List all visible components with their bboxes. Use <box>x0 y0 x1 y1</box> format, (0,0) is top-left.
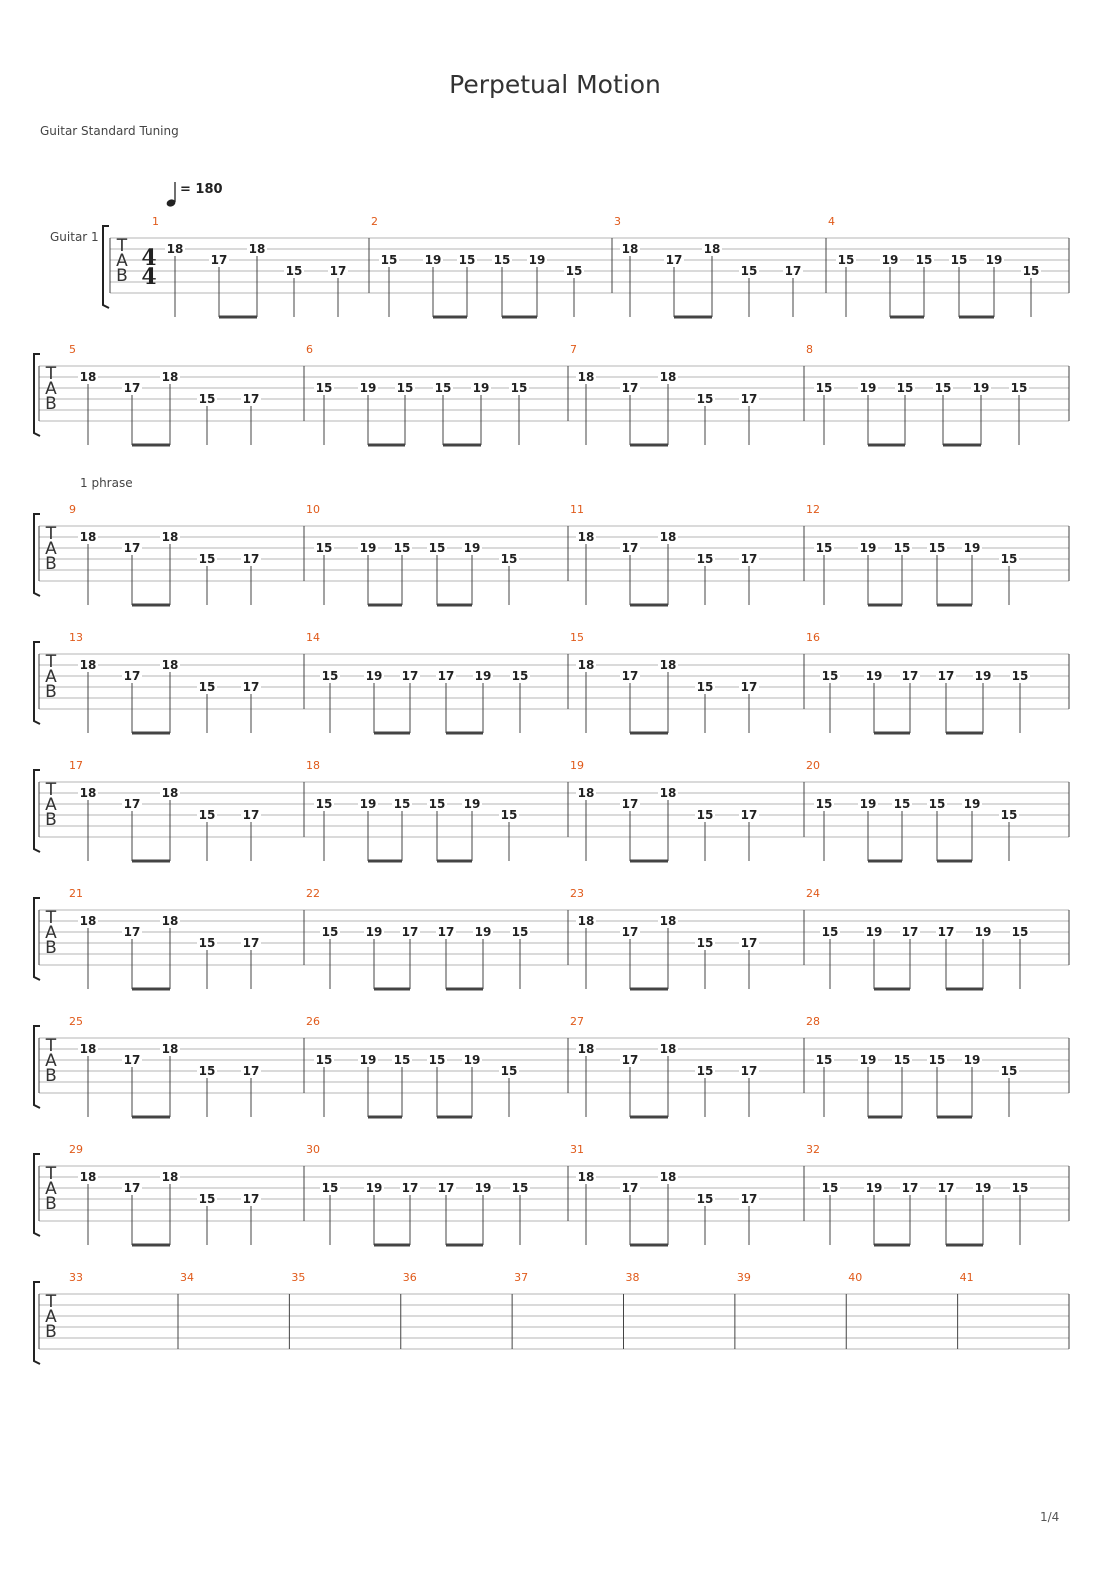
fret-number: 15 <box>198 1192 216 1206</box>
fret-number: 19 <box>365 925 383 939</box>
measure-number: 41 <box>959 1271 974 1284</box>
fret-number: 18 <box>659 1042 677 1056</box>
fret-number: 19 <box>865 925 883 939</box>
fret-number: 19 <box>865 1181 883 1195</box>
fret-number: 18 <box>577 370 595 384</box>
fret-number: 15 <box>696 680 714 694</box>
fret-number: 17 <box>901 1181 919 1195</box>
fret-number: 18 <box>79 786 97 800</box>
tab-clef-letter: B <box>45 1194 57 1214</box>
fret-number: 15 <box>696 808 714 822</box>
fret-number: 15 <box>815 381 833 395</box>
fret-number: 18 <box>79 370 97 384</box>
fret-number: 15 <box>198 552 216 566</box>
measure-number: 4 <box>828 215 835 228</box>
fret-number: 19 <box>963 541 981 555</box>
fret-number: 17 <box>210 253 228 267</box>
fret-number: 17 <box>621 541 639 555</box>
fret-number: 15 <box>198 936 216 950</box>
measure-number: 8 <box>806 343 813 356</box>
fret-number: 17 <box>437 925 455 939</box>
tab-clef-letter: T <box>45 1036 57 1056</box>
fret-number: 15 <box>893 541 911 555</box>
measure-number: 16 <box>806 631 820 644</box>
fret-number: 18 <box>577 530 595 544</box>
fret-number: 19 <box>859 541 877 555</box>
fret-number: 18 <box>577 1042 595 1056</box>
fret-number: 18 <box>659 786 677 800</box>
fret-number: 19 <box>424 253 442 267</box>
fret-number: 15 <box>934 381 952 395</box>
tab-clef-letter: B <box>45 810 57 830</box>
tab-clef-letter: A <box>45 667 57 687</box>
fret-number: 18 <box>577 658 595 672</box>
fret-number: 15 <box>198 392 216 406</box>
fret-number: 15 <box>696 1064 714 1078</box>
tab-clef-letter: A <box>45 379 57 399</box>
fret-number: 19 <box>859 797 877 811</box>
fret-number: 18 <box>161 1042 179 1056</box>
fret-number: 17 <box>437 1181 455 1195</box>
measure-number: 34 <box>180 1271 194 1284</box>
measure-number: 40 <box>848 1271 863 1284</box>
fret-number: 15 <box>1010 381 1028 395</box>
fret-number: 17 <box>242 552 260 566</box>
tab-clef-letter: A <box>45 1179 57 1199</box>
fret-number: 18 <box>161 914 179 928</box>
fret-number: 18 <box>161 786 179 800</box>
fret-number: 17 <box>621 1053 639 1067</box>
fret-number: 19 <box>974 669 992 683</box>
fret-number: 15 <box>565 264 583 278</box>
fret-number: 19 <box>972 381 990 395</box>
fret-number: 15 <box>493 253 511 267</box>
fret-number: 18 <box>659 658 677 672</box>
fret-number: 15 <box>434 381 452 395</box>
measure-number: 19 <box>570 759 584 772</box>
fret-number: 18 <box>248 242 266 256</box>
measure-number: 29 <box>69 1143 83 1156</box>
fret-number: 17 <box>401 669 419 683</box>
measure-number: 24 <box>806 887 820 900</box>
fret-number: 18 <box>577 914 595 928</box>
fret-number: 17 <box>665 253 683 267</box>
tab-clef-letter: T <box>116 236 128 256</box>
fret-number: 15 <box>1011 669 1029 683</box>
fret-number: 15 <box>321 669 339 683</box>
fret-number: 15 <box>315 1053 333 1067</box>
fret-number: 17 <box>740 936 758 950</box>
fret-number: 18 <box>659 1170 677 1184</box>
fret-number: 18 <box>659 914 677 928</box>
fret-number: 17 <box>901 669 919 683</box>
fret-number: 15 <box>500 1064 518 1078</box>
tab-clef-letter: T <box>45 1292 57 1312</box>
measure-number: 1 <box>152 215 159 228</box>
fret-number: 17 <box>901 925 919 939</box>
fret-number: 19 <box>865 669 883 683</box>
fret-number: 15 <box>511 925 529 939</box>
measure-number: 28 <box>806 1015 820 1028</box>
measure-number: 36 <box>402 1271 417 1284</box>
fret-number: 15 <box>428 1053 446 1067</box>
fret-number: 19 <box>881 253 899 267</box>
fret-number: 19 <box>359 381 377 395</box>
measure-number: 30 <box>306 1143 320 1156</box>
tab-clef-letter: B <box>45 554 57 574</box>
fret-number: 15 <box>285 264 303 278</box>
measure-number: 25 <box>69 1015 83 1028</box>
tab-clef-letter: A <box>45 1307 57 1327</box>
tab-clef-letter: T <box>45 908 57 928</box>
fret-number: 15 <box>321 1181 339 1195</box>
fret-number: 17 <box>242 1192 260 1206</box>
fret-number: 17 <box>740 680 758 694</box>
fret-number: 19 <box>463 541 481 555</box>
fret-number: 19 <box>963 1053 981 1067</box>
measure-number: 15 <box>570 631 584 644</box>
fret-number: 18 <box>161 530 179 544</box>
fret-number: 15 <box>915 253 933 267</box>
fret-number: 18 <box>79 1042 97 1056</box>
fret-number: 15 <box>821 1181 839 1195</box>
fret-number: 15 <box>1000 552 1018 566</box>
tab-clef-letter: A <box>45 923 57 943</box>
tab-clef-letter: B <box>45 938 57 958</box>
fret-number: 19 <box>963 797 981 811</box>
fret-number: 17 <box>740 1192 758 1206</box>
page-number: 1/4 <box>1040 1510 1060 1524</box>
fret-number: 15 <box>198 808 216 822</box>
tab-clef-letter: T <box>45 652 57 672</box>
fret-number: 15 <box>198 1064 216 1078</box>
fret-number: 17 <box>621 925 639 939</box>
measure-number: 37 <box>514 1271 529 1284</box>
fret-number: 15 <box>315 541 333 555</box>
fret-number: 15 <box>500 808 518 822</box>
fret-number: 18 <box>161 658 179 672</box>
fret-number: 17 <box>937 1181 955 1195</box>
time-signature-bottom: 4 <box>141 264 157 290</box>
fret-number: 17 <box>740 808 758 822</box>
fret-number: 18 <box>161 370 179 384</box>
fret-number: 19 <box>985 253 1003 267</box>
measure-number: 2 <box>371 215 378 228</box>
fret-number: 15 <box>321 925 339 939</box>
fret-number: 15 <box>815 1053 833 1067</box>
fret-number: 15 <box>393 1053 411 1067</box>
fret-number: 15 <box>380 253 398 267</box>
fret-number: 15 <box>500 552 518 566</box>
system-brace <box>103 226 109 308</box>
fret-number: 15 <box>893 1053 911 1067</box>
tuning-label: Guitar Standard Tuning <box>40 124 179 138</box>
fret-number: 19 <box>859 1053 877 1067</box>
measure-number: 39 <box>736 1271 751 1284</box>
measure-number: 18 <box>306 759 320 772</box>
tempo-marking: = 180 <box>180 182 223 197</box>
tab-clef-letter: A <box>45 795 57 815</box>
measure-number: 23 <box>570 887 584 900</box>
fret-number: 15 <box>428 797 446 811</box>
fret-number: 17 <box>123 1181 141 1195</box>
fret-number: 18 <box>577 1170 595 1184</box>
measure-number: 31 <box>570 1143 584 1156</box>
measure-number: 3 <box>614 215 621 228</box>
fret-number: 19 <box>359 797 377 811</box>
fret-number: 17 <box>401 925 419 939</box>
fret-number: 18 <box>166 242 184 256</box>
fret-number: 15 <box>696 1192 714 1206</box>
fret-number: 15 <box>928 1053 946 1067</box>
fret-number: 17 <box>401 1181 419 1195</box>
tab-clef-letter: T <box>45 524 57 544</box>
fret-number: 15 <box>896 381 914 395</box>
fret-number: 17 <box>784 264 802 278</box>
fret-number: 19 <box>472 381 490 395</box>
fret-number: 15 <box>511 669 529 683</box>
measure-number: 5 <box>69 343 76 356</box>
measure-number: 38 <box>625 1271 640 1284</box>
fret-number: 15 <box>893 797 911 811</box>
measure-number: 21 <box>69 887 83 900</box>
measure-number: 20 <box>806 759 820 772</box>
fret-number: 18 <box>79 530 97 544</box>
fret-number: 15 <box>696 552 714 566</box>
time-signature-top: 4 <box>141 245 157 271</box>
fret-number: 15 <box>821 669 839 683</box>
tab-clef-letter: B <box>45 682 57 702</box>
fret-number: 18 <box>659 530 677 544</box>
fret-number: 17 <box>123 541 141 555</box>
tab-clef-letter: A <box>45 1051 57 1071</box>
fret-number: 15 <box>1000 808 1018 822</box>
fret-number: 15 <box>928 797 946 811</box>
fret-number: 18 <box>79 914 97 928</box>
measure-number: 14 <box>306 631 320 644</box>
measure-number: 13 <box>69 631 83 644</box>
fret-number: 15 <box>928 541 946 555</box>
fret-number: 19 <box>359 541 377 555</box>
fret-number: 18 <box>577 786 595 800</box>
tab-clef-letter: B <box>45 394 57 414</box>
fret-number: 17 <box>242 1064 260 1078</box>
tab-clef-letter: B <box>45 1066 57 1086</box>
fret-number: 15 <box>696 392 714 406</box>
measure-number: 17 <box>69 759 83 772</box>
fret-number: 17 <box>740 552 758 566</box>
fret-number: 17 <box>123 797 141 811</box>
fret-number: 15 <box>821 925 839 939</box>
fret-number: 19 <box>365 669 383 683</box>
fret-number: 17 <box>329 264 347 278</box>
fret-number: 15 <box>510 381 528 395</box>
fret-number: 17 <box>740 1064 758 1078</box>
tab-clef-letter: A <box>116 251 128 271</box>
fret-number: 18 <box>79 658 97 672</box>
tab-clef-letter: T <box>45 780 57 800</box>
fret-number: 19 <box>365 1181 383 1195</box>
fret-number: 15 <box>740 264 758 278</box>
fret-number: 15 <box>315 797 333 811</box>
measure-number: 22 <box>306 887 320 900</box>
fret-number: 17 <box>123 381 141 395</box>
measure-number: 10 <box>306 503 320 516</box>
fret-number: 15 <box>815 541 833 555</box>
fret-number: 17 <box>437 669 455 683</box>
tab-clef-letter: B <box>45 1322 57 1342</box>
fret-number: 18 <box>79 1170 97 1184</box>
fret-number: 15 <box>1011 925 1029 939</box>
measure-number: 26 <box>306 1015 320 1028</box>
fret-number: 15 <box>815 797 833 811</box>
fret-number: 17 <box>123 669 141 683</box>
fret-number: 19 <box>474 1181 492 1195</box>
fret-number: 15 <box>393 797 411 811</box>
fret-number: 18 <box>703 242 721 256</box>
fret-number: 15 <box>396 381 414 395</box>
fret-number: 18 <box>659 370 677 384</box>
phrase-annotation: 1 phrase <box>80 476 133 490</box>
tab-clef-letter: T <box>45 1164 57 1184</box>
fret-number: 19 <box>463 797 481 811</box>
fret-number: 19 <box>859 381 877 395</box>
fret-number: 17 <box>621 381 639 395</box>
fret-number: 15 <box>428 541 446 555</box>
fret-number: 19 <box>528 253 546 267</box>
measure-number: 6 <box>306 343 313 356</box>
song-title: Perpetual Motion <box>449 70 661 99</box>
tab-clef-letter: B <box>116 266 128 286</box>
measure-number: 11 <box>570 503 584 516</box>
tab-clef-letter: A <box>45 539 57 559</box>
track-label: Guitar 1 <box>50 230 99 244</box>
fret-number: 18 <box>621 242 639 256</box>
fret-number: 15 <box>393 541 411 555</box>
measure-number: 7 <box>570 343 577 356</box>
fret-number: 17 <box>621 797 639 811</box>
measure-number: 33 <box>69 1271 83 1284</box>
fret-number: 15 <box>837 253 855 267</box>
measure-number: 9 <box>69 503 76 516</box>
fret-number: 19 <box>974 1181 992 1195</box>
fret-number: 15 <box>1000 1064 1018 1078</box>
fret-number: 17 <box>937 669 955 683</box>
fret-number: 19 <box>359 1053 377 1067</box>
fret-number: 17 <box>123 925 141 939</box>
fret-number: 19 <box>474 925 492 939</box>
fret-number: 17 <box>621 1181 639 1195</box>
fret-number: 17 <box>242 680 260 694</box>
fret-number: 19 <box>463 1053 481 1067</box>
fret-number: 15 <box>1011 1181 1029 1195</box>
fret-number: 19 <box>474 669 492 683</box>
fret-number: 17 <box>242 392 260 406</box>
fret-number: 15 <box>696 936 714 950</box>
fret-number: 17 <box>242 936 260 950</box>
fret-number: 19 <box>974 925 992 939</box>
fret-number: 15 <box>458 253 476 267</box>
fret-number: 17 <box>740 392 758 406</box>
fret-number: 15 <box>1022 264 1040 278</box>
measure-number: 12 <box>806 503 820 516</box>
tab-clef-letter: T <box>45 364 57 384</box>
measure-number: 27 <box>570 1015 584 1028</box>
fret-number: 15 <box>950 253 968 267</box>
fret-number: 17 <box>937 925 955 939</box>
fret-number: 15 <box>511 1181 529 1195</box>
fret-number: 15 <box>198 680 216 694</box>
fret-number: 17 <box>123 1053 141 1067</box>
fret-number: 15 <box>315 381 333 395</box>
fret-number: 17 <box>242 808 260 822</box>
measure-number: 32 <box>806 1143 820 1156</box>
fret-number: 18 <box>161 1170 179 1184</box>
fret-number: 17 <box>621 669 639 683</box>
measure-number: 35 <box>291 1271 306 1284</box>
